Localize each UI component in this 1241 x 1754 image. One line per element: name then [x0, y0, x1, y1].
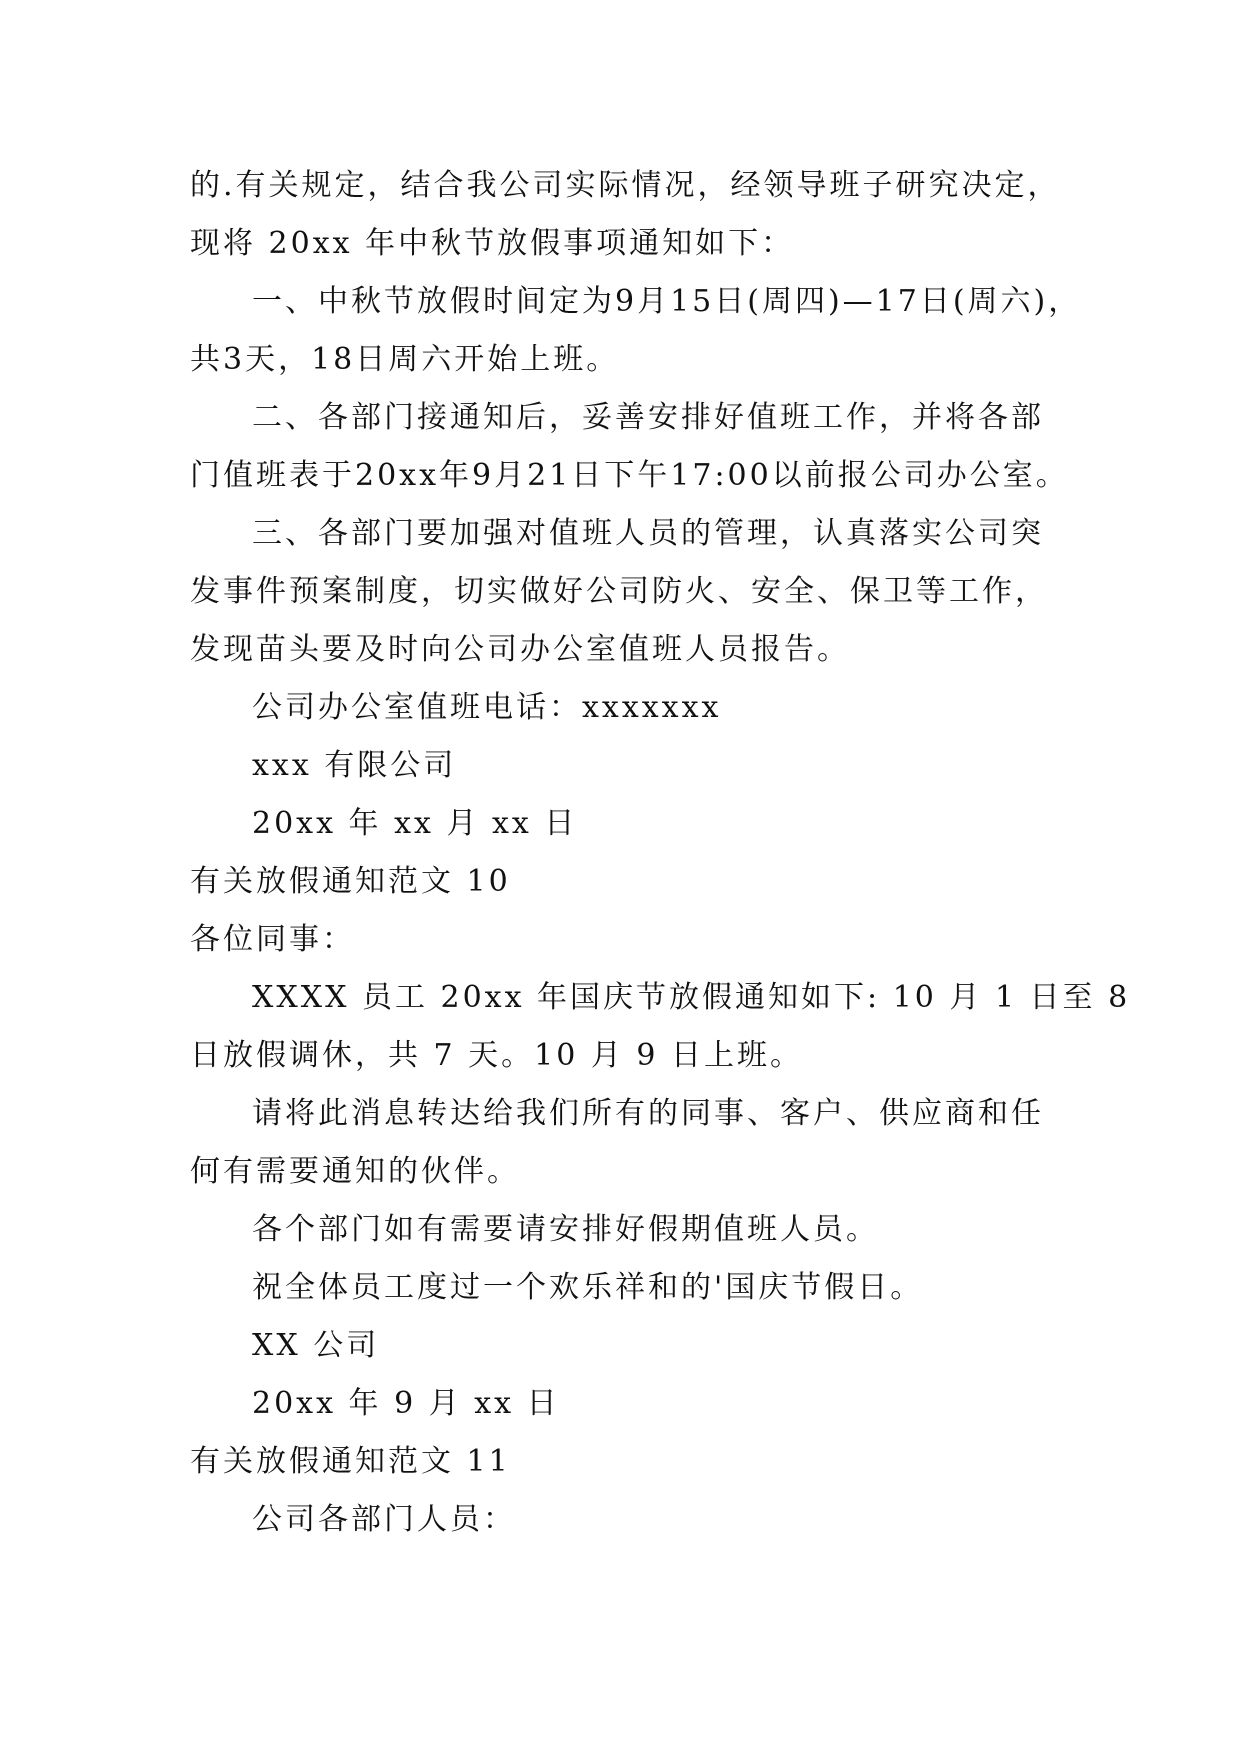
paragraph-line: 三、各部门要加强对值班人员的管理，认真落实公司突 — [252, 516, 1044, 551]
salutation: 各位同事： — [190, 922, 355, 957]
paragraph-line: 各个部门如有需要请安排好假期值班人员。 — [252, 1212, 879, 1247]
paragraph-line: 日放假调休，共 7 天。10 月 9 日上班。 — [190, 1038, 804, 1073]
paragraph-line: 发现苗头要及时向公司办公室值班人员报告。 — [190, 632, 850, 667]
section-heading: 有关放假通知范文 10 — [190, 864, 511, 899]
paragraph-line: 二、各部门接通知后，妥善安排好值班工作，并将各部 — [252, 400, 1044, 435]
company-signature: xxx 有限公司 — [252, 748, 457, 783]
paragraph-line: 的.有关规定，结合我公司实际情况，经领导班子研究决定， — [190, 168, 1061, 203]
paragraph-line: 祝全体员工度过一个欢乐祥和的'国庆节假日。 — [252, 1270, 924, 1305]
paragraph-line: 发事件预案制度，切实做好公司防火、安全、保卫等工作， — [190, 574, 1048, 609]
paragraph-line: 一、中秋节放假时间定为9月15日(周四)—17日(周六)， — [252, 284, 1082, 319]
paragraph-line: 何有需要通知的伙伴。 — [190, 1154, 520, 1189]
phone-line: 公司办公室值班电话：xxxxxxx — [252, 690, 722, 725]
paragraph-line: 门值班表于20xx年9月21日下午17:00以前报公司办公室。 — [190, 458, 1069, 493]
salutation: 公司各部门人员： — [252, 1502, 516, 1537]
document-body — [190, 0, 1131, 1754]
signature-date: 20xx 年 xx 月 xx 日 — [252, 806, 578, 841]
paragraph-line: 请将此消息转达给我们所有的同事、客户、供应商和任 — [252, 1096, 1044, 1131]
company-signature: XX 公司 — [252, 1328, 380, 1363]
paragraph-line: 共3天，18日周六开始上班。 — [190, 342, 620, 377]
paragraph-line: 现将 20xx 年中秋节放假事项通知如下： — [190, 226, 795, 261]
section-heading: 有关放假通知范文 11 — [190, 1444, 511, 1479]
signature-date: 20xx 年 9 月 xx 日 — [252, 1386, 560, 1421]
paragraph-line: XXXX 员工 20xx 年国庆节放假通知如下: 10 月 1 日至 8 — [252, 980, 1131, 1015]
